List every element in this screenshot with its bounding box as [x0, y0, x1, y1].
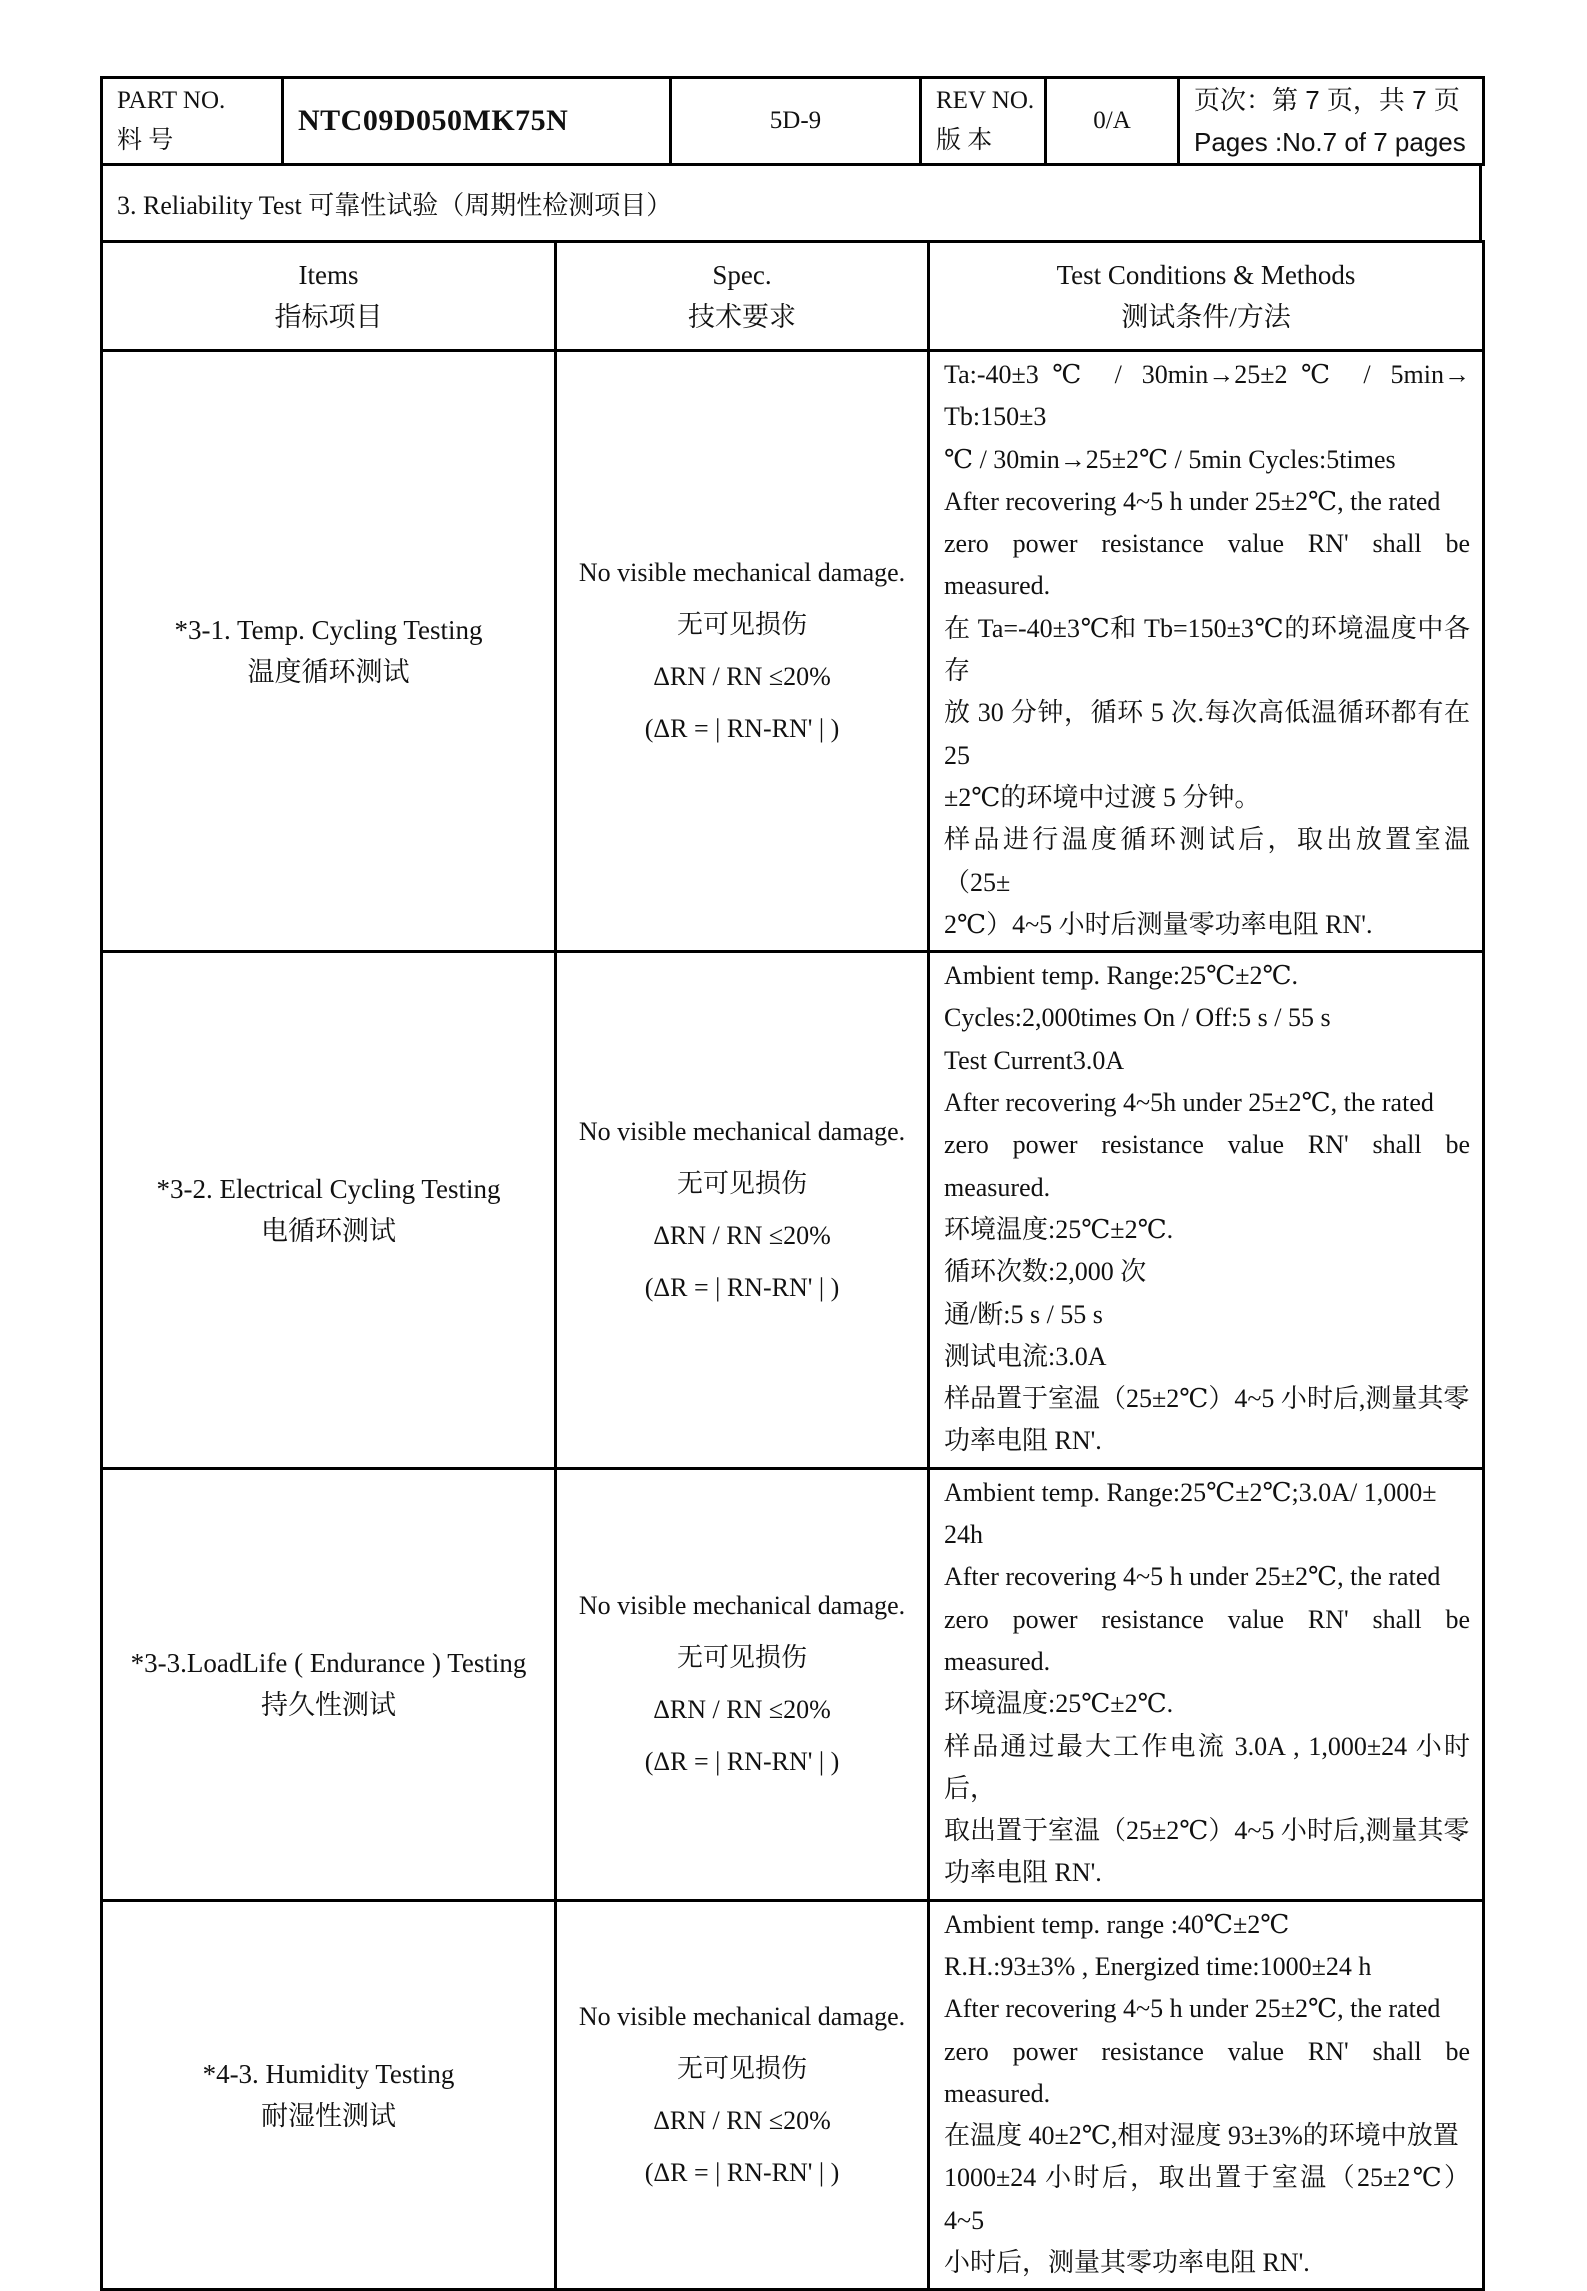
spec-tolerance: ΔRN / RN ≤20% — [653, 1220, 831, 1250]
column-header-row — [102, 242, 1484, 351]
item-cell — [102, 1468, 556, 1900]
spec-tolerance: ΔRN / RN ≤20% — [653, 1695, 831, 1725]
part-no-label — [102, 78, 283, 165]
page-info-en: Pages :No.7 of 7 pages — [1194, 127, 1466, 157]
condition-line: Ta:-40±3℃ / 30min→25±2℃ / 5min→ Tb:150±3 — [944, 360, 1470, 432]
page-info-cn: 页次：第 7 页，共 7 页 — [1194, 85, 1460, 115]
spec-damage-en: No visible mechanical damage. — [578, 2002, 906, 2032]
spec-formula: (ΔR = | RN-RN' | ) — [644, 2158, 840, 2188]
condition-line: ±2℃的环境中过渡 5 分钟。 — [944, 782, 1261, 812]
item-cell — [102, 1900, 556, 2290]
spec-cell — [556, 1468, 929, 1900]
conditions-cell — [929, 952, 1484, 1469]
condition-line: 2℃）4~5 小时后测量零功率电阻 RN'. — [944, 909, 1373, 939]
spec-damage-cn: 无可见损伤 — [676, 610, 807, 640]
rev-no-value: 0/A — [1046, 78, 1179, 165]
condition-line: 通/断:5 s / 55 s — [944, 1299, 1103, 1329]
condition-line: 环境温度:25℃±2℃. — [944, 1214, 1174, 1244]
condition-line: 取出置于室温（25±2℃）4~5 小时后,测量其零 — [944, 1816, 1470, 1846]
condition-line: 样品进行温度循环测试后，取出放置室温（25± — [944, 825, 1470, 897]
item-name-cn: 温度循环测试 — [247, 657, 410, 688]
condition-line: 功率电阻 RN'. — [944, 1426, 1102, 1456]
condition-line: 在 Ta=-40±3℃和 Tb=150±3℃的环境温度中各存 — [944, 613, 1470, 686]
table-row — [102, 952, 1484, 1469]
condition-line: 测试电流:3.0A — [944, 1341, 1107, 1371]
condition-line: zero power resistance value RN' shall be measured. — [944, 1130, 1470, 1202]
condition-line: 循环次数:2,000 次 — [944, 1257, 1147, 1287]
item-name-cn: 电循环测试 — [261, 1215, 396, 1246]
item-name-en: *3-1. Temp. Cycling Testing — [174, 615, 483, 646]
rev-no-label — [921, 78, 1046, 165]
page-info — [1179, 78, 1484, 165]
conditions-cell — [929, 1900, 1484, 2290]
condition-line: zero power resistance value RN' shall be measured. — [944, 1604, 1470, 1676]
spec-tolerance: ΔRN / RN ≤20% — [653, 2106, 831, 2136]
item-name-cn: 耐湿性测试 — [261, 2101, 396, 2132]
spec-damage-cn: 无可见损伤 — [676, 2054, 807, 2084]
spec-damage-en: No visible mechanical damage. — [578, 558, 906, 588]
conditions-cell — [929, 1468, 1484, 1900]
condition-line: Ambient temp. Range:25℃±2℃. — [944, 961, 1299, 991]
item-name-cn: 持久性测试 — [261, 1690, 396, 1721]
items-header-en: Items — [298, 260, 359, 290]
condition-line: 功率电阻 RN'. — [944, 1858, 1102, 1888]
part-no-label-cn: 料 号 — [117, 127, 174, 154]
part-no-label-en: PART NO. — [117, 87, 226, 114]
table-row — [102, 1900, 1484, 2290]
spec-damage-cn: 无可见损伤 — [676, 1168, 807, 1198]
column-header-items — [102, 242, 556, 351]
condition-line: Test Current3.0A — [944, 1045, 1125, 1075]
table-row — [102, 1468, 1484, 1900]
rev-no-label-en: REV NO. — [936, 87, 1035, 114]
model-value: 5D-9 — [671, 78, 921, 165]
condition-line: 样品通过最大工作电流 3.0A , 1,000±24 小时后， — [944, 1731, 1470, 1803]
header-table — [100, 76, 1485, 166]
condition-line: 1000±24 小时后，取出置于室温（25±2℃）4~5 — [944, 2163, 1470, 2235]
condition-line: ℃ / 30min→25±2℃ / 5min Cycles:5times — [944, 444, 1396, 474]
spec-cell — [556, 952, 929, 1469]
column-header-spec — [556, 242, 929, 351]
rev-no-label-cn: 版 本 — [936, 127, 993, 154]
spec-formula: (ΔR = | RN-RN' | ) — [644, 1272, 840, 1302]
spec-header-en: Spec. — [712, 260, 772, 290]
condition-line: 样品置于室温（25±2℃）4~5 小时后,测量其零 — [944, 1384, 1470, 1414]
condition-line: Cycles:2,000times On / Off:5 s / 55 s — [944, 1003, 1331, 1033]
spec-formula: (ΔR = | RN-RN' | ) — [644, 714, 840, 744]
condition-line: 24h — [944, 1520, 983, 1550]
conditions-cell — [929, 351, 1484, 952]
table-row — [102, 351, 1484, 952]
section-title: 3. Reliability Test 可靠性试验（周期性检测项目） — [102, 165, 1481, 242]
condition-line: zero power resistance value RN' shall be measured. — [944, 529, 1470, 601]
section-table — [100, 163, 1482, 243]
reliability-table — [100, 240, 1485, 2291]
condition-line: After recovering 4~5 h under 25±2℃, the rated — [944, 1994, 1441, 2024]
spec-header-cn: 技术要求 — [688, 302, 796, 332]
conditions-header-cn: 测试条件/方法 — [1121, 302, 1291, 332]
condition-line: R.H.:93±3% , Energized time:1000±24 h — [944, 1951, 1372, 1981]
condition-line: 在温度 40±2℃,相对湿度 93±3%的环境中放置 — [944, 2121, 1459, 2151]
spec-tolerance: ΔRN / RN ≤20% — [653, 662, 831, 692]
spec-formula: (ΔR = | RN-RN' | ) — [644, 1747, 840, 1777]
spec-damage-en: No visible mechanical damage. — [578, 1116, 906, 1146]
items-header-cn: 指标项目 — [274, 302, 383, 332]
part-no-value: NTC09D050MK75N — [283, 78, 671, 165]
spec-damage-cn: 无可见损伤 — [676, 1643, 807, 1673]
spec-cell — [556, 1900, 929, 2290]
condition-line: Ambient temp. Range:25℃±2℃;3.0A/ 1,000± — [944, 1477, 1437, 1507]
condition-line: After recovering 4~5 h under 25±2℃, the rated — [944, 486, 1441, 516]
item-name-en: *3-2. Electrical Cycling Testing — [156, 1173, 501, 1204]
conditions-header-en: Test Conditions & Methods — [1056, 260, 1356, 290]
document-sheet — [100, 76, 1482, 2291]
item-cell — [102, 351, 556, 952]
spec-damage-en: No visible mechanical damage. — [578, 1591, 906, 1621]
condition-line: 小时后，测量其零功率电阻 RN'. — [944, 2248, 1310, 2278]
condition-line: 放 30 分钟，循环 5 次.每次高低温循环都有在 25 — [944, 698, 1470, 770]
item-name-en: *4-3. Humidity Testing — [202, 2059, 455, 2090]
condition-line: After recovering 4~5h under 25±2℃, the rated — [944, 1088, 1434, 1118]
item-name-en: *3-3.LoadLife ( Endurance ) Testing — [130, 1648, 527, 1679]
column-header-conditions — [929, 242, 1484, 351]
condition-line: After recovering 4~5 h under 25±2℃, the rated — [944, 1562, 1441, 1592]
spec-cell — [556, 351, 929, 952]
condition-line: zero power resistance value RN' shall be measured. — [944, 2036, 1470, 2108]
condition-line: Ambient temp. range :40℃±2℃ — [944, 1909, 1290, 1939]
item-cell — [102, 952, 556, 1469]
condition-line: 环境温度:25℃±2℃. — [944, 1689, 1174, 1719]
